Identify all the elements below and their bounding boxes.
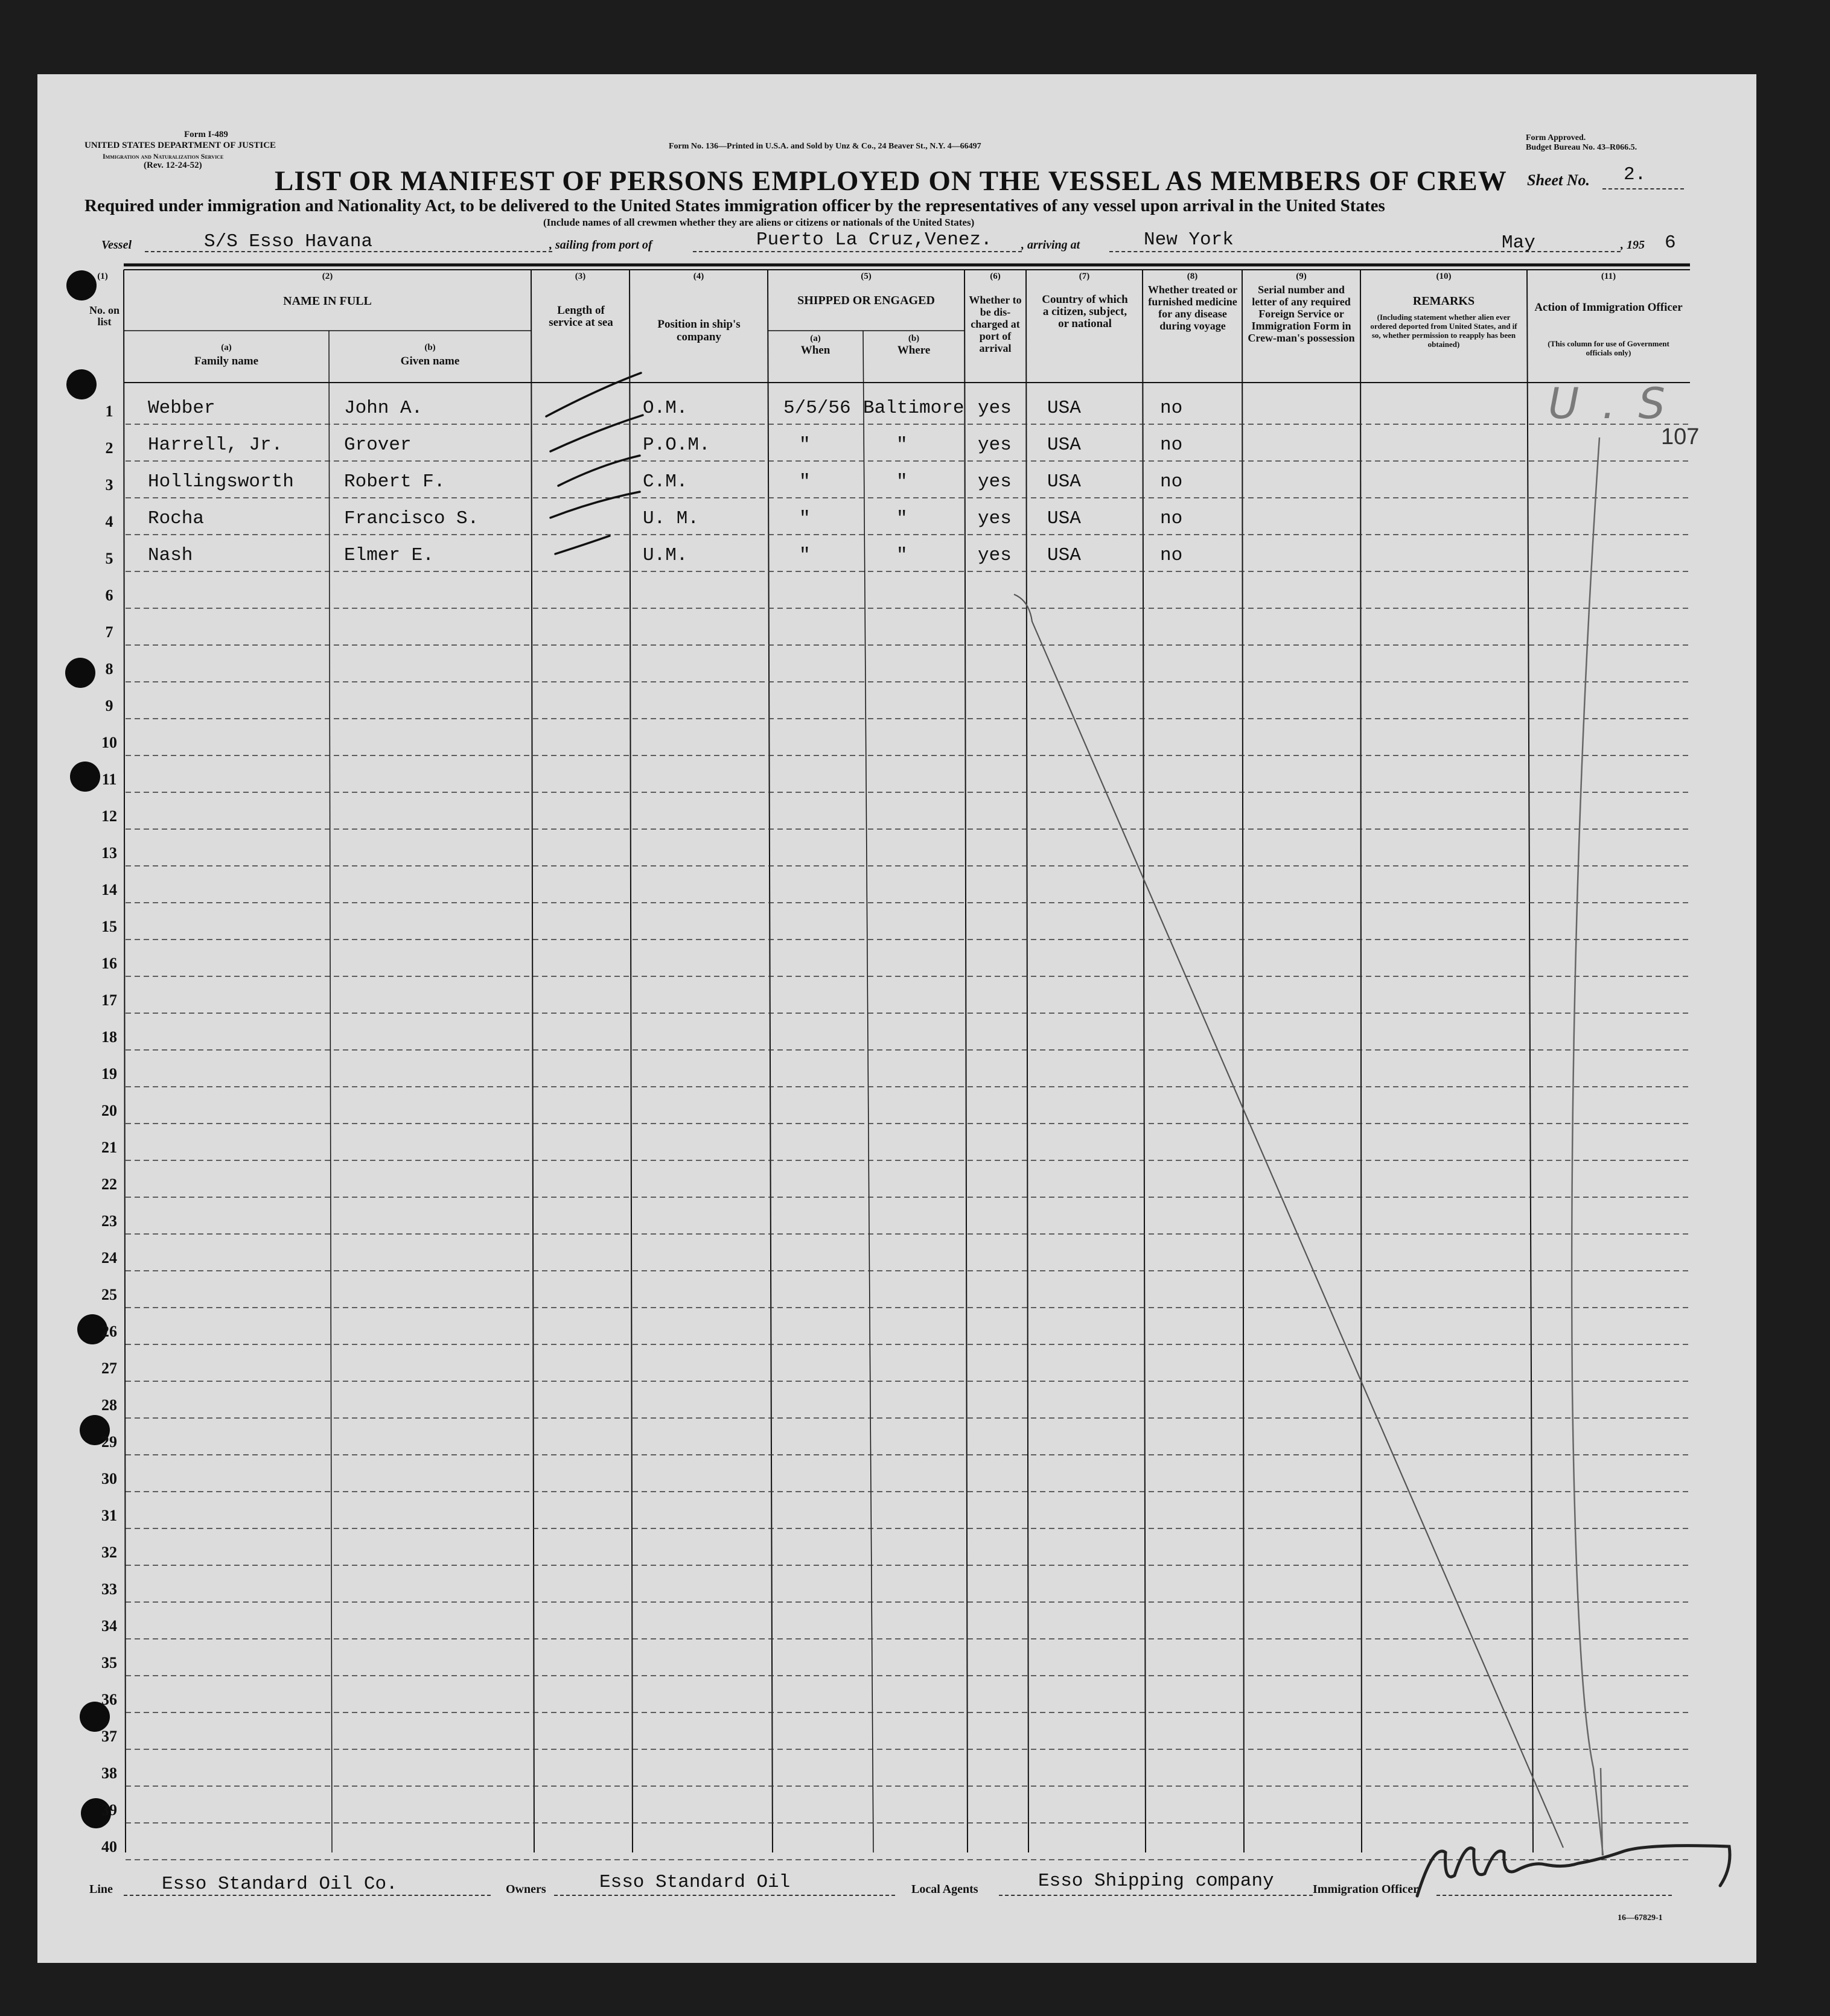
service-name: Immigration and Naturalization Service [103,152,224,161]
col4-number: (4) [693,272,704,281]
row-number: 31 [101,1507,117,1524]
row-number: 40 [101,1838,117,1855]
row-number: 25 [101,1286,117,1303]
crew-discharged: yes [978,508,1012,529]
row-number: 17 [101,991,117,1009]
arrival-year-digit: 6 [1665,232,1676,253]
page-number: 107 [1661,424,1700,450]
col1-number: (1) [97,272,108,281]
row-number: 24 [101,1249,117,1267]
row-number: 5 [105,550,113,567]
col10-header: REMARKS [1412,294,1475,308]
row-number: 11 [101,771,117,788]
row-number: 19 [101,1065,117,1083]
row-number: 1 [105,402,113,420]
row-number: 7 [105,623,113,641]
form-number: Form I-489 [184,130,228,139]
crew-discharged: yes [978,398,1012,419]
crew-position: U. M. [643,508,700,529]
crew-medicine: no [1160,508,1183,529]
col2b-number: (b) [424,343,436,352]
crew-shipped-when: " [799,545,811,566]
crew-family-name: Hollingsworth [148,471,294,492]
col3-header: Length of service at sea [549,304,613,329]
col2-header: NAME IN FULL [283,294,372,308]
crew-shipped-where: Baltimore [863,398,964,419]
crew-given-name: John A. [344,398,423,419]
crew-country: USA [1047,398,1081,419]
crew-family-name: Nash [148,545,193,566]
row-number: 4 [105,513,113,530]
row-number: 9 [105,697,113,714]
crew-discharged: yes [978,545,1012,566]
officer-label: Immigration Officer [1313,1883,1418,1896]
crew-medicine: no [1160,471,1183,492]
owners-name: Esso Standard Oil [599,1872,791,1893]
year-prefix: , 195 [1621,238,1645,252]
col5-header: SHIPPED OR ENGAGED [797,294,935,307]
crew-country: USA [1047,545,1081,566]
crew-discharged: yes [978,434,1012,456]
row-number: 22 [101,1175,117,1193]
col2b-header: Given name [400,355,460,367]
row-number: 2 [105,439,113,457]
crew-shipped-when: 5/5/56 [783,398,851,419]
crew-shipped-where: " [896,434,908,456]
row-number: 21 [101,1139,117,1156]
crew-position: U.M. [643,545,688,566]
col2a-number: (a) [221,343,232,352]
col9-header: Serial number and letter of any required Foreign Service or Immigration Form in Crew-man's possession [1248,284,1355,344]
sheet-number: 2. [1624,164,1647,185]
row-number: 15 [101,918,117,935]
crew-family-name: Webber [148,398,215,419]
officer-signature [1417,1846,1730,1896]
crew-discharged: yes [978,471,1012,492]
crew-given-name: Elmer E. [344,545,434,566]
crew-position: C.M. [643,471,688,492]
crew-given-name: Grover [344,434,412,456]
col2-number: (2) [322,272,333,281]
col5a-header: When [800,344,831,357]
crew-position: O.M. [643,398,688,419]
col11-instructions: (This column for use of Government officials only) [1548,339,1669,357]
row-number: 6 [105,587,113,604]
col9-number: (9) [1296,272,1307,281]
col10-number: (10) [1436,272,1452,281]
col5-number: (5) [861,272,872,281]
col8-header: Whether treated or furnished medicine for any disease during voyage [1147,284,1238,332]
row-number: 28 [101,1396,117,1414]
crew-given-name: Robert F. [344,471,445,492]
crew-shipped-where: " [896,471,908,492]
arriving-label: , arriving at [1021,238,1080,252]
vessel-label: Vessel [101,238,132,252]
row-number: 27 [101,1359,117,1377]
arrival-month: May [1502,232,1535,253]
budget-bureau: Budget Bureau No. 43–R066.5. [1526,143,1637,152]
col6-number: (6) [990,272,1001,281]
crew-country: USA [1047,471,1081,492]
row-number: 32 [101,1544,117,1561]
row-number: 39 [101,1801,117,1819]
col11-header: Action of Immigration Officer [1534,301,1683,314]
crew-medicine: no [1160,398,1183,419]
officer-mark: U.S [1548,379,1688,428]
crew-position: P.O.M. [643,434,710,456]
row-number: 33 [101,1580,117,1598]
sheet-label: Sheet No. [1527,171,1590,189]
row-number: 14 [101,881,117,898]
crew-family-name: Rocha [148,508,205,529]
col7-header: Country of which a citizen, subject, or national [1042,293,1128,330]
crew-family-name: Harrell, Jr. [148,434,283,456]
end-of-list-line [1014,594,1563,1848]
col2a-header: Family name [194,355,259,367]
col8-number: (8) [1187,272,1198,281]
crew-shipped-where: " [896,508,908,529]
col10-instructions: (Including statement whether alien ever ordered deported from United States, and if so, whether permission to reapply has been obtained) [1370,313,1517,349]
agents-label: Local Agents [911,1883,978,1896]
form-code: 16—67829-1 [1618,1913,1663,1922]
manifest-subtitle: Required under immigration and Nationality Act, to be delivered to the United States immigration officer by the representatives of any vessel upon arrival in the United States [84,196,1385,215]
row-number: 37 [101,1728,117,1745]
crew-medicine: no [1160,545,1183,566]
col5b-header: Where [897,344,931,357]
row-number: 23 [101,1212,117,1230]
agency-name: UNITED STATES DEPARTMENT OF JUSTICE [84,141,276,150]
departure-port: Puerto La Cruz,Venez. [756,229,992,250]
row-number: 34 [101,1617,117,1635]
line-label: Line [89,1883,113,1896]
action-column-line [1572,437,1603,1855]
row-number: 38 [101,1764,117,1782]
row-number: 3 [105,476,113,494]
col6-header: Whether to be dis-charged at port of arrival [969,294,1022,354]
row-number: 12 [101,807,117,825]
col11-number: (11) [1601,272,1616,281]
row-number: 26 [101,1323,117,1340]
crew-inclusion-note: (Include names of all crewmen whether they are aliens or citizens or nationals of the United States) [543,217,975,228]
row-number: 13 [101,844,117,862]
row-number: 10 [101,734,117,751]
row-number: 36 [101,1691,117,1708]
crew-shipped-when: " [799,508,811,529]
row-number: 16 [101,955,117,972]
col3-number: (3) [575,272,586,281]
crew-given-name: Francisco S. [344,508,479,529]
owners-label: Owners [506,1883,546,1896]
arrival-port: New York [1144,229,1234,250]
row-number: 29 [101,1433,117,1451]
vessel-name: S/S Esso Havana [204,231,373,252]
col7-number: (7) [1079,272,1090,281]
crew-shipped-when: " [799,471,811,492]
crew-medicine: no [1160,434,1183,456]
agents-name: Esso Shipping company [1038,1871,1274,1892]
crew-country: USA [1047,508,1081,529]
row-number: 30 [101,1470,117,1487]
col5a-number: (a) [810,334,821,343]
row-number: 35 [101,1654,117,1671]
manifest-title: LIST OR MANIFEST OF PERSONS EMPLOYED ON THE VESSEL AS MEMBERS OF CREW [275,165,1507,197]
col4-header: Position in ship's company [657,318,741,343]
row-number: 20 [101,1102,117,1119]
sailing-label: , sailing from port of [549,238,652,252]
form-revision: (Rev. 12-24-52) [144,161,202,170]
line-name: Esso Standard Oil Co. [162,1874,398,1895]
col1-header: No. on list [89,304,120,328]
row-number: 18 [101,1028,117,1046]
form-approval: Form Approved. [1526,133,1586,142]
col5b-number: (b) [908,334,920,343]
crew-shipped-where: " [896,545,908,566]
printer-note: Form No. 136—Printed in U.S.A. and Sold by Unz & Co., 24 Beaver St., N.Y. 4—66497 [669,142,981,151]
crew-country: USA [1047,434,1081,456]
service-strokes [546,373,643,554]
crew-shipped-when: " [799,434,811,456]
row-number: 8 [105,660,113,678]
